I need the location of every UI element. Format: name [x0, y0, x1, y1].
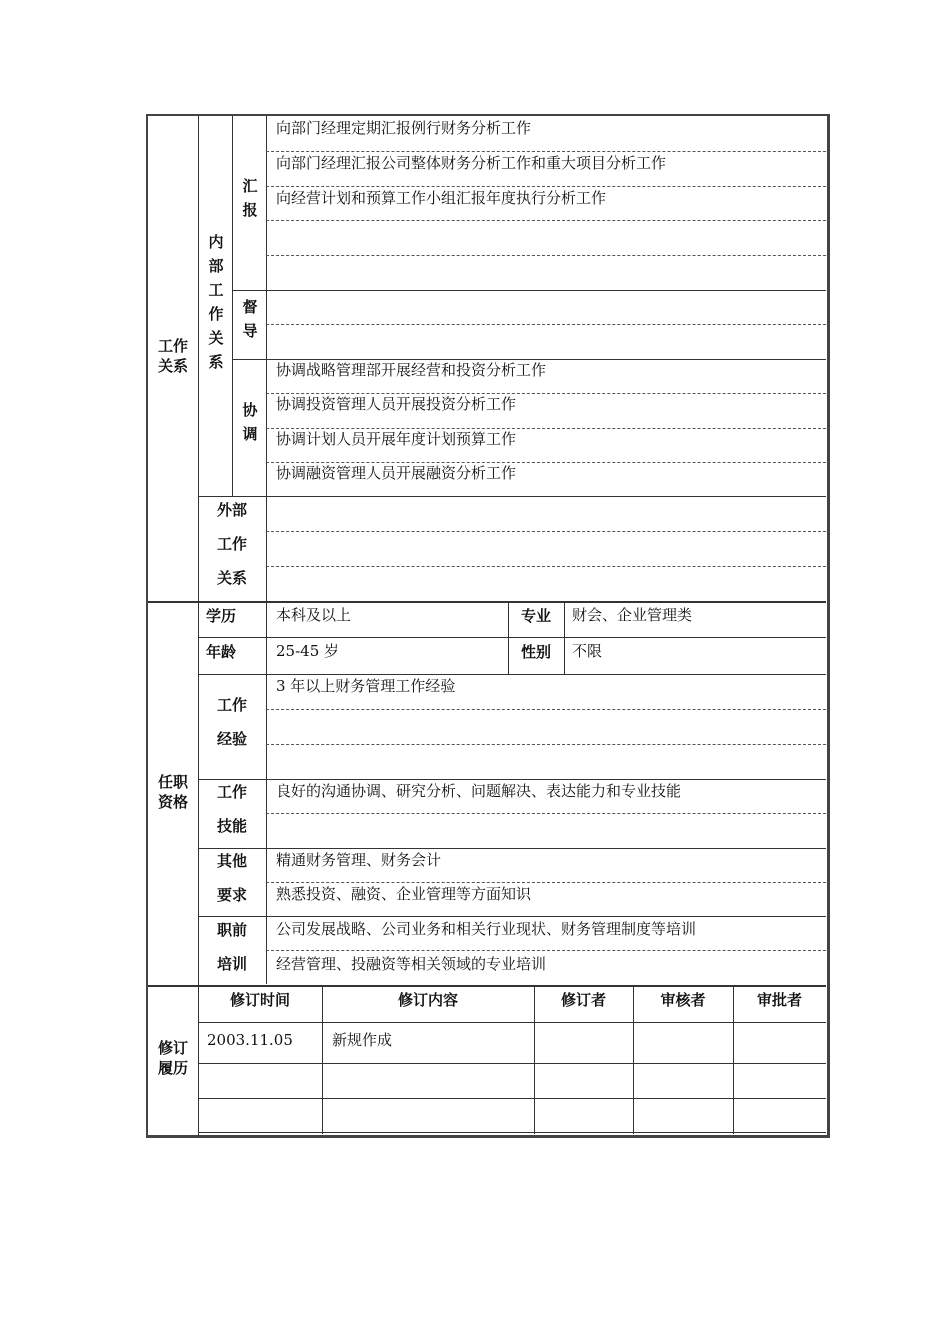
supervise-label: 督导: [242, 298, 258, 340]
section-line-work: [148, 601, 826, 603]
external-relations-label-2: 工作: [216, 535, 247, 553]
rev-row-header: [198, 1022, 826, 1023]
dash-line: [266, 744, 826, 745]
external-relations-label-3: 关系: [216, 569, 247, 587]
dash-line: [266, 531, 826, 532]
training-label-1: 职前: [216, 921, 247, 939]
gender-label: 性别: [520, 643, 551, 661]
row-line-experience: [198, 779, 826, 780]
coordinate-item: 协调融资管理人员开展融资分析工作: [276, 464, 517, 482]
rev-header: 审核者: [660, 991, 706, 1009]
row-line-other: [198, 916, 826, 917]
rev-row-2: [198, 1098, 826, 1099]
other-item: 精通财务管理、财务会计: [276, 851, 442, 869]
col-divider-content: [266, 116, 267, 984]
rev-header: 审批者: [756, 991, 802, 1009]
experience-value: 3 年以上财务管理工作经验: [276, 677, 456, 695]
experience-label-1: 工作: [216, 696, 247, 714]
dash-line: [266, 566, 826, 567]
education-label: 学历: [206, 607, 237, 625]
skills-label-2: 技能: [216, 817, 247, 835]
other-item: 熟悉投资、融资、企业管理等方面知识: [276, 885, 532, 903]
report-item: 向部门经理汇报公司整体财务分析工作和重大项目分析工作: [276, 154, 667, 172]
coordinate-item: 协调计划人员开展年度计划预算工作: [276, 430, 517, 448]
skills-value: 良好的沟通协调、研究分析、问题解决、表达能力和专业技能: [276, 782, 682, 800]
rev-row-1: [198, 1063, 826, 1064]
rev-cell-date: 2003.11.05: [207, 1031, 293, 1049]
report-item: 向部门经理定期汇报例行财务分析工作: [276, 119, 532, 137]
education-value: 本科及以上: [276, 606, 352, 624]
rev-header: 修订时间: [229, 991, 290, 1009]
dash-line: [266, 255, 826, 256]
age-label: 年龄: [206, 643, 237, 661]
dash-line: [266, 709, 826, 710]
rev-header: 修订者: [560, 991, 606, 1009]
row-line-report-end: [232, 290, 826, 291]
dash-line: [266, 186, 826, 187]
dash-line: [266, 882, 826, 883]
rev-header: 修订内容: [397, 991, 458, 1009]
section-title-work-relations: 工作关系: [157, 337, 188, 375]
col-divider-main: [198, 116, 199, 1136]
coordinate-item: 协调战略管理部开展经营和投资分析工作: [276, 361, 547, 379]
coordinate-item: 协调投资管理人员开展投资分析工作: [276, 395, 517, 413]
skills-label-1: 工作: [216, 783, 247, 801]
coordinate-label: 协调: [242, 401, 258, 443]
section-title-revision: 修订履历: [157, 1039, 188, 1077]
gender-value: 不限: [572, 642, 603, 660]
report-item: 向经营计划和预算工作小组汇报年度执行分析工作: [276, 189, 607, 207]
section-line-qual: [148, 985, 826, 987]
experience-label-2: 经验: [216, 730, 247, 748]
dash-line: [266, 151, 826, 152]
section-title-qualifications: 任职资格: [157, 773, 188, 811]
dash-line: [266, 813, 826, 814]
rev-row-3: [198, 1132, 826, 1133]
col-divider-major-value: [564, 602, 565, 674]
external-relations-label-1: 外部: [216, 501, 247, 519]
row-line-education: [198, 637, 826, 638]
major-label: 专业: [520, 607, 551, 625]
training-item: 经营管理、投融资等相关领域的专业培训: [276, 955, 547, 973]
dash-line: [266, 220, 826, 221]
training-label-2: 培训: [216, 955, 247, 973]
report-label: 汇报: [242, 177, 258, 219]
training-item: 公司发展战略、公司业务和相关行业现状、财务管理制度等培训: [276, 920, 697, 938]
major-value: 财会、企业管理类: [572, 606, 693, 624]
col-divider-internal: [232, 116, 233, 497]
dash-line: [266, 950, 826, 951]
dash-line: [266, 324, 826, 325]
row-line-age: [198, 674, 826, 675]
other-label-2: 要求: [216, 886, 247, 904]
rev-cell-content: 新规作成: [332, 1031, 393, 1049]
row-line-internal-end: [198, 496, 826, 497]
internal-relations-label: 内部工作关系: [208, 233, 224, 371]
other-label-1: 其他: [216, 852, 247, 870]
row-line-skills: [198, 848, 826, 849]
age-value: 25-45 岁: [276, 642, 340, 660]
